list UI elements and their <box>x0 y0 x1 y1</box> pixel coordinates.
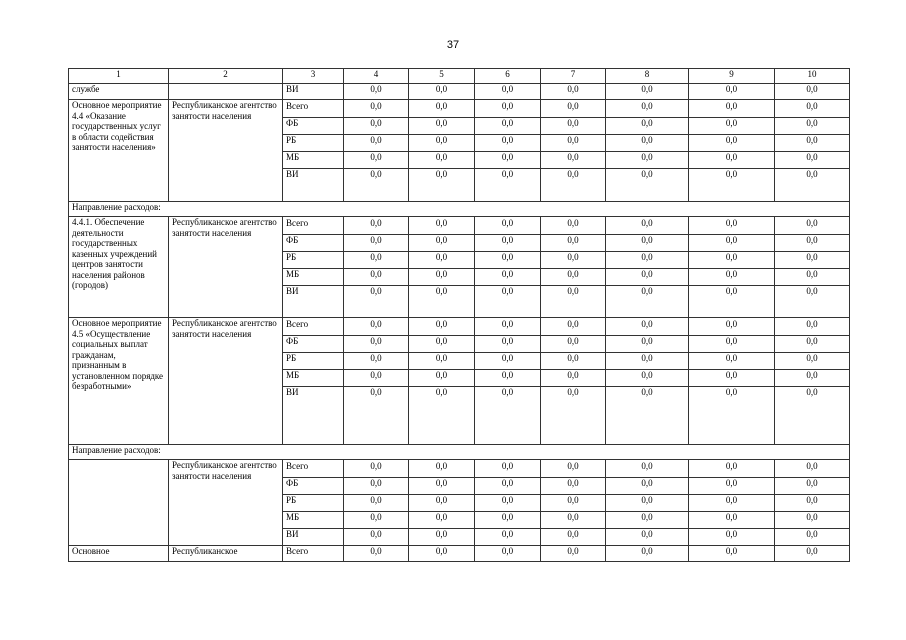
source-cell: ВИ <box>283 169 344 202</box>
value-cell: 0,0 <box>475 152 541 169</box>
value-cell: 0,0 <box>409 353 475 370</box>
value-cell: 0,0 <box>606 495 689 512</box>
value-cell: 0,0 <box>344 546 409 562</box>
value-cell: 0,0 <box>541 460 606 478</box>
value-cell: 0,0 <box>541 370 606 387</box>
value-cell: 0,0 <box>475 495 541 512</box>
value-cell: 0,0 <box>475 169 541 202</box>
value-cell: 0,0 <box>475 135 541 152</box>
value-cell: 0,0 <box>606 460 689 478</box>
value-cell: 0,0 <box>689 118 775 135</box>
column-header: 3 <box>283 69 344 84</box>
value-cell: 0,0 <box>475 370 541 387</box>
value-cell: 0,0 <box>775 336 850 353</box>
value-cell: 0,0 <box>344 529 409 546</box>
value-cell: 0,0 <box>689 512 775 529</box>
value-cell: 0,0 <box>541 118 606 135</box>
value-cell: 0,0 <box>344 152 409 169</box>
source-cell: МБ <box>283 152 344 169</box>
value-cell: 0,0 <box>689 529 775 546</box>
value-cell: 0,0 <box>775 118 850 135</box>
source-cell: ВИ <box>283 387 344 445</box>
section-label: Направление расходов: <box>69 202 850 217</box>
value-cell: 0,0 <box>475 336 541 353</box>
column-header: 10 <box>775 69 850 84</box>
source-cell: ФБ <box>283 235 344 252</box>
source-cell: Всего <box>283 546 344 562</box>
value-cell: 0,0 <box>409 269 475 286</box>
value-cell: 0,0 <box>689 546 775 562</box>
value-cell: 0,0 <box>409 529 475 546</box>
value-cell: 0,0 <box>775 546 850 562</box>
source-cell: МБ <box>283 512 344 529</box>
source-cell: Всего <box>283 217 344 235</box>
value-cell: 0,0 <box>775 269 850 286</box>
value-cell: 0,0 <box>689 370 775 387</box>
agency-cell: Республиканское агентство занятости населения <box>169 100 283 202</box>
value-cell: 0,0 <box>541 353 606 370</box>
value-cell: 0,0 <box>409 235 475 252</box>
value-cell: 0,0 <box>475 100 541 118</box>
value-cell: 0,0 <box>689 286 775 318</box>
value-cell: 0,0 <box>606 336 689 353</box>
value-cell: 0,0 <box>606 152 689 169</box>
value-cell: 0,0 <box>689 235 775 252</box>
source-cell: ВИ <box>283 529 344 546</box>
measure-name-cell: Основное мероприятие 4.5 «Осуществление социальных выплат гражданам, признанным в установленном порядке безработными» <box>69 318 169 445</box>
source-cell: РБ <box>283 495 344 512</box>
source-cell: РБ <box>283 252 344 269</box>
source-cell: МБ <box>283 269 344 286</box>
value-cell: 0,0 <box>541 495 606 512</box>
source-cell: ФБ <box>283 478 344 495</box>
value-cell: 0,0 <box>409 118 475 135</box>
value-cell: 0,0 <box>475 84 541 100</box>
value-cell: 0,0 <box>475 529 541 546</box>
value-cell: 0,0 <box>409 512 475 529</box>
value-cell: 0,0 <box>689 217 775 235</box>
value-cell: 0,0 <box>606 217 689 235</box>
value-cell: 0,0 <box>606 135 689 152</box>
value-cell: 0,0 <box>475 546 541 562</box>
source-cell: Всего <box>283 100 344 118</box>
value-cell: 0,0 <box>541 100 606 118</box>
value-cell: 0,0 <box>689 318 775 336</box>
value-cell: 0,0 <box>475 512 541 529</box>
value-cell: 0,0 <box>475 353 541 370</box>
value-cell: 0,0 <box>409 318 475 336</box>
value-cell: 0,0 <box>409 370 475 387</box>
value-cell: 0,0 <box>775 512 850 529</box>
value-cell: 0,0 <box>775 387 850 445</box>
value-cell: 0,0 <box>344 100 409 118</box>
value-cell: 0,0 <box>409 100 475 118</box>
measure-name-cell <box>69 460 169 546</box>
value-cell: 0,0 <box>344 269 409 286</box>
value-cell: 0,0 <box>475 252 541 269</box>
value-cell: 0,0 <box>344 370 409 387</box>
value-cell: 0,0 <box>689 495 775 512</box>
value-cell: 0,0 <box>409 152 475 169</box>
value-cell: 0,0 <box>775 460 850 478</box>
measure-name-cell: службе <box>69 84 169 100</box>
value-cell: 0,0 <box>409 217 475 235</box>
value-cell: 0,0 <box>409 387 475 445</box>
value-cell: 0,0 <box>409 336 475 353</box>
value-cell: 0,0 <box>541 478 606 495</box>
source-cell: Всего <box>283 460 344 478</box>
value-cell: 0,0 <box>541 152 606 169</box>
value-cell: 0,0 <box>606 478 689 495</box>
value-cell: 0,0 <box>344 135 409 152</box>
value-cell: 0,0 <box>344 169 409 202</box>
value-cell: 0,0 <box>689 100 775 118</box>
source-cell: ФБ <box>283 336 344 353</box>
value-cell: 0,0 <box>344 336 409 353</box>
value-cell: 0,0 <box>775 100 850 118</box>
value-cell: 0,0 <box>541 235 606 252</box>
value-cell: 0,0 <box>689 460 775 478</box>
value-cell: 0,0 <box>409 478 475 495</box>
value-cell: 0,0 <box>344 478 409 495</box>
value-cell: 0,0 <box>775 152 850 169</box>
value-cell: 0,0 <box>775 217 850 235</box>
section-row <box>69 445 850 460</box>
column-header: 5 <box>409 69 475 84</box>
table-row <box>69 318 850 336</box>
agency-cell <box>169 84 283 100</box>
agency-cell: Республиканское агентство занятости населения <box>169 460 283 546</box>
value-cell: 0,0 <box>344 217 409 235</box>
source-cell: ФБ <box>283 118 344 135</box>
value-cell: 0,0 <box>775 235 850 252</box>
column-header: 4 <box>344 69 409 84</box>
value-cell: 0,0 <box>606 546 689 562</box>
measure-name-cell: Основное мероприятие 4.4 «Оказание государственных услуг в области содействия занятости населения» <box>69 100 169 202</box>
column-header: 7 <box>541 69 606 84</box>
value-cell: 0,0 <box>541 169 606 202</box>
value-cell: 0,0 <box>409 252 475 269</box>
value-cell: 0,0 <box>541 336 606 353</box>
value-cell: 0,0 <box>689 152 775 169</box>
value-cell: 0,0 <box>606 318 689 336</box>
value-cell: 0,0 <box>606 252 689 269</box>
value-cell: 0,0 <box>344 495 409 512</box>
value-cell: 0,0 <box>541 318 606 336</box>
value-cell: 0,0 <box>775 286 850 318</box>
table-row <box>69 460 850 478</box>
value-cell: 0,0 <box>344 460 409 478</box>
value-cell: 0,0 <box>541 252 606 269</box>
value-cell: 0,0 <box>344 318 409 336</box>
value-cell: 0,0 <box>409 169 475 202</box>
measure-name-cell: 4.4.1. Обеспечение деятельности государственных казенных учреждений центров занятости населения районов (городов) <box>69 217 169 318</box>
value-cell: 0,0 <box>606 118 689 135</box>
value-cell: 0,0 <box>689 336 775 353</box>
source-cell: ВИ <box>283 286 344 318</box>
value-cell: 0,0 <box>689 387 775 445</box>
value-cell: 0,0 <box>541 286 606 318</box>
value-cell: 0,0 <box>344 353 409 370</box>
value-cell: 0,0 <box>541 217 606 235</box>
page-number: 37 <box>446 39 460 51</box>
table-row <box>69 100 850 118</box>
value-cell: 0,0 <box>775 169 850 202</box>
agency-cell: Республиканское агентство занятости населения <box>169 217 283 318</box>
value-cell: 0,0 <box>344 252 409 269</box>
value-cell: 0,0 <box>541 512 606 529</box>
value-cell: 0,0 <box>344 84 409 100</box>
value-cell: 0,0 <box>606 84 689 100</box>
value-cell: 0,0 <box>606 286 689 318</box>
value-cell: 0,0 <box>689 269 775 286</box>
measure-name-cell: Основное <box>69 546 169 562</box>
value-cell: 0,0 <box>541 269 606 286</box>
column-header: 6 <box>475 69 541 84</box>
value-cell: 0,0 <box>606 529 689 546</box>
value-cell: 0,0 <box>606 269 689 286</box>
value-cell: 0,0 <box>689 252 775 269</box>
value-cell: 0,0 <box>475 118 541 135</box>
value-cell: 0,0 <box>475 478 541 495</box>
value-cell: 0,0 <box>475 286 541 318</box>
column-header: 8 <box>606 69 689 84</box>
table-row <box>69 217 850 235</box>
value-cell: 0,0 <box>606 169 689 202</box>
value-cell: 0,0 <box>775 353 850 370</box>
source-cell: МБ <box>283 370 344 387</box>
table-row <box>69 546 850 562</box>
section-label: Направление расходов: <box>69 445 850 460</box>
source-cell: РБ <box>283 135 344 152</box>
section-row <box>69 202 850 217</box>
value-cell: 0,0 <box>775 318 850 336</box>
value-cell: 0,0 <box>409 460 475 478</box>
value-cell: 0,0 <box>475 235 541 252</box>
value-cell: 0,0 <box>541 84 606 100</box>
agency-cell: Республиканское агентство занятости населения <box>169 318 283 445</box>
value-cell: 0,0 <box>475 269 541 286</box>
value-cell: 0,0 <box>606 387 689 445</box>
table-row <box>69 84 850 100</box>
value-cell: 0,0 <box>606 353 689 370</box>
value-cell: 0,0 <box>775 252 850 269</box>
value-cell: 0,0 <box>475 318 541 336</box>
value-cell: 0,0 <box>541 529 606 546</box>
source-cell: РБ <box>283 353 344 370</box>
header-row <box>69 69 850 84</box>
value-cell: 0,0 <box>409 84 475 100</box>
value-cell: 0,0 <box>541 546 606 562</box>
value-cell: 0,0 <box>775 478 850 495</box>
value-cell: 0,0 <box>344 512 409 529</box>
value-cell: 0,0 <box>344 118 409 135</box>
value-cell: 0,0 <box>689 169 775 202</box>
budget-table <box>68 68 850 562</box>
value-cell: 0,0 <box>606 100 689 118</box>
value-cell: 0,0 <box>775 84 850 100</box>
value-cell: 0,0 <box>541 387 606 445</box>
value-cell: 0,0 <box>475 460 541 478</box>
value-cell: 0,0 <box>344 387 409 445</box>
value-cell: 0,0 <box>689 478 775 495</box>
value-cell: 0,0 <box>409 546 475 562</box>
value-cell: 0,0 <box>689 135 775 152</box>
value-cell: 0,0 <box>475 387 541 445</box>
value-cell: 0,0 <box>689 84 775 100</box>
column-header: 2 <box>169 69 283 84</box>
source-cell: ВИ <box>283 84 344 100</box>
column-header: 9 <box>689 69 775 84</box>
value-cell: 0,0 <box>689 353 775 370</box>
value-cell: 0,0 <box>775 370 850 387</box>
value-cell: 0,0 <box>344 286 409 318</box>
value-cell: 0,0 <box>775 495 850 512</box>
source-cell: Всего <box>283 318 344 336</box>
value-cell: 0,0 <box>775 135 850 152</box>
value-cell: 0,0 <box>606 235 689 252</box>
value-cell: 0,0 <box>541 135 606 152</box>
value-cell: 0,0 <box>606 512 689 529</box>
value-cell: 0,0 <box>475 217 541 235</box>
value-cell: 0,0 <box>409 495 475 512</box>
column-header: 1 <box>69 69 169 84</box>
value-cell: 0,0 <box>409 286 475 318</box>
agency-cell: Республиканское <box>169 546 283 562</box>
value-cell: 0,0 <box>409 135 475 152</box>
value-cell: 0,0 <box>606 370 689 387</box>
value-cell: 0,0 <box>344 235 409 252</box>
value-cell: 0,0 <box>775 529 850 546</box>
